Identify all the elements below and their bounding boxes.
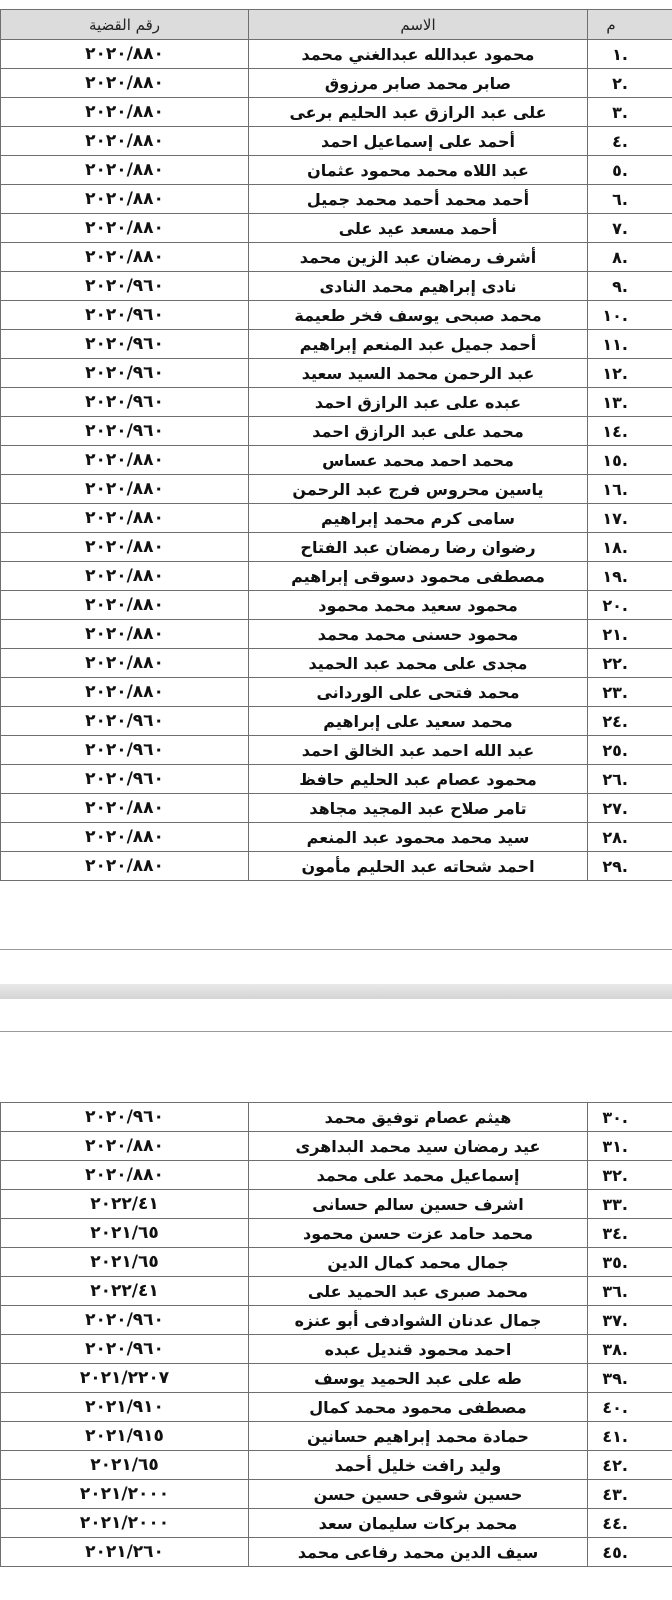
name-cell: عبد اللاه محمد محمود عثمان [249,156,588,185]
row-number-cell: ٤٤. [588,1509,672,1538]
case-number-cell: ٢٠٢٠/٨٨٠ [1,446,249,475]
table-row [1,127,672,156]
case-number-cell: ٢٠٢٠/٨٨٠ [1,852,249,881]
name-cell: عبد الله احمد عبد الخالق احمد [249,736,588,765]
roster-page-bottom [0,1102,672,1567]
table-row [1,533,672,562]
name-cell: حسين شوقى حسين حسن [249,1480,588,1509]
table-row [1,736,672,765]
name-cell: مصطفى محمود دسوقى إبراهيم [249,562,588,591]
name-cell: سامى كرم محمد إبراهيم [249,504,588,533]
row-number-cell: ١٩. [588,562,672,591]
name-cell: أحمد مسعد عيد على [249,214,588,243]
case-number-cell: ٢٠٢١/٦٥ [1,1219,249,1248]
table-row [1,40,672,69]
table-row [1,1248,672,1277]
name-cell: أشرف رمضان عبد الزين محمد [249,243,588,272]
row-number-cell: ٣٨. [588,1335,672,1364]
name-cell: سيد محمد محمود عبد المنعم [249,823,588,852]
row-number-cell: ٣٤. [588,1219,672,1248]
table-header-row [1,10,672,40]
table-row [1,1451,672,1480]
name-cell: إسماعيل محمد على محمد [249,1161,588,1190]
case-number-cell: ٢٠٢١/٢٠٠٠ [1,1509,249,1538]
table-row [1,272,672,301]
case-number-cell: ٢٠٢٢/٤١ [1,1190,249,1219]
case-number-cell: ٢٠٢٠/٨٨٠ [1,185,249,214]
case-number-cell: ٢٠٢٠/٨٨٠ [1,504,249,533]
case-number-cell: ٢٠٢٠/٩٦٠ [1,707,249,736]
case-number-cell: ٢٠٢٠/٩٦٠ [1,301,249,330]
name-cell: محمود سعيد محمد محمود [249,591,588,620]
table-row [1,185,672,214]
table-row [1,1364,672,1393]
row-number-cell: ٢٧. [588,794,672,823]
name-cell: محمد صبحى يوسف فخر طعيمة [249,301,588,330]
row-number-cell: ٧. [588,214,672,243]
row-number-cell: ١٠. [588,301,672,330]
name-cell: محمد على عبد الرازق احمد [249,417,588,446]
case-number-cell: ٢٠٢٠/٩٦٠ [1,765,249,794]
table-row [1,504,672,533]
table-row [1,1538,672,1567]
table-row [1,417,672,446]
name-cell: على عبد الرازق عبد الحليم برعى [249,98,588,127]
name-cell: مصطفى محمود محمد كمال [249,1393,588,1422]
row-number-cell: ٣٢. [588,1161,672,1190]
case-number-cell: ٢٠٢٠/٩٦٠ [1,272,249,301]
row-number-cell: ٤٢. [588,1451,672,1480]
case-number-cell: ٢٠٢١/٦٥ [1,1451,249,1480]
name-cell: محمد بركات سليمان سعد [249,1509,588,1538]
row-number-cell: ٢١. [588,620,672,649]
row-number-cell: ٢٠. [588,591,672,620]
name-cell: محمود حسنى محمد محمد [249,620,588,649]
header-name: الاسم [249,10,588,40]
table-row [1,330,672,359]
table-row [1,446,672,475]
case-number-cell: ٢٠٢١/٩١٠ [1,1393,249,1422]
table-row [1,620,672,649]
roster-page-top [0,9,672,881]
name-cell: جمال عدنان الشوادفى أبو عنزه [249,1306,588,1335]
case-number-cell: ٢٠٢٠/٨٨٠ [1,214,249,243]
row-number-cell: ٢٩. [588,852,672,881]
table-row [1,1422,672,1451]
page-break-line [0,949,672,950]
row-number-cell: ٣٥. [588,1248,672,1277]
case-number-cell: ٢٠٢٢/٤١ [1,1277,249,1306]
name-cell: محمود عصام عبد الحليم حافظ [249,765,588,794]
case-number-cell: ٢٠٢٠/٨٨٠ [1,562,249,591]
row-number-cell: ٤٣. [588,1480,672,1509]
page-break-line [0,1031,672,1032]
name-cell: رضوان رضا رمضان عبد الفتاح [249,533,588,562]
case-number-cell: ٢٠٢١/٢٠٠٠ [1,1480,249,1509]
row-number-cell: ٢٥. [588,736,672,765]
row-number-cell: ٣. [588,98,672,127]
case-number-cell: ٢٠٢١/٢٢٠٧ [1,1364,249,1393]
row-number-cell: ٩. [588,272,672,301]
table-row [1,1277,672,1306]
table-row [1,591,672,620]
name-cell: مجدى على محمد عبد الحميد [249,649,588,678]
case-number-cell: ٢٠٢٠/٩٦٠ [1,1103,249,1132]
name-cell: محمد سعيد على إبراهيم [249,707,588,736]
case-number-cell: ٢٠٢٠/٩٦٠ [1,1306,249,1335]
case-number-cell: ٢٠٢٠/٨٨٠ [1,649,249,678]
table-row [1,1306,672,1335]
roster-table-top [0,9,672,881]
name-cell: جمال محمد كمال الدين [249,1248,588,1277]
name-cell: محمود عبدالله عبدالغني محمد [249,40,588,69]
row-number-cell: ٢٤. [588,707,672,736]
row-number-cell: ٢٨. [588,823,672,852]
name-cell: سيف الدين محمد رفاعى محمد [249,1538,588,1567]
name-cell: احمد محمود قنديل عبده [249,1335,588,1364]
page-break-shadow [0,984,672,999]
table-row [1,1190,672,1219]
case-number-cell: ٢٠٢٠/٨٨٠ [1,620,249,649]
case-number-cell: ٢٠٢١/٩١٥ [1,1422,249,1451]
name-cell: عبد الرحمن محمد السيد سعيد [249,359,588,388]
name-cell: تامر صلاح عبد المجيد مجاهد [249,794,588,823]
table-row [1,475,672,504]
table-row [1,678,672,707]
case-number-cell: ٢٠٢٠/٩٦٠ [1,1335,249,1364]
name-cell: عيد رمضان سيد محمد البداهرى [249,1132,588,1161]
name-cell: اشرف حسين سالم حسانى [249,1190,588,1219]
table-row [1,1161,672,1190]
case-number-cell: ٢٠٢٠/٨٨٠ [1,794,249,823]
table-row [1,69,672,98]
case-number-cell: ٢٠٢١/٦٥ [1,1248,249,1277]
table-row [1,388,672,417]
header-number: م [588,10,672,40]
row-number-cell: ٤٥. [588,1538,672,1567]
row-number-cell: ١١. [588,330,672,359]
case-number-cell: ٢٠٢٠/٨٨٠ [1,69,249,98]
table-row [1,301,672,330]
name-cell: هيثم عصام توفيق محمد [249,1103,588,1132]
table-row [1,765,672,794]
case-number-cell: ٢٠٢٠/٨٨٠ [1,591,249,620]
case-number-cell: ٢٠٢٠/٨٨٠ [1,156,249,185]
row-number-cell: ٦. [588,185,672,214]
name-cell: محمد صبرى عبد الحميد على [249,1277,588,1306]
case-number-cell: ٢٠٢٠/٨٨٠ [1,1161,249,1190]
case-number-cell: ٢٠٢٠/٩٦٠ [1,330,249,359]
row-number-cell: ٣٩. [588,1364,672,1393]
name-cell: محمد فتحى على الوردانى [249,678,588,707]
table-row [1,1219,672,1248]
row-number-cell: ١٦. [588,475,672,504]
row-number-cell: ١٧. [588,504,672,533]
table-row [1,1132,672,1161]
name-cell: نادى إبراهيم محمد النادى [249,272,588,301]
case-number-cell: ٢٠٢٠/٨٨٠ [1,98,249,127]
row-number-cell: ٢٦. [588,765,672,794]
name-cell: أحمد على إسماعيل احمد [249,127,588,156]
row-number-cell: ٤. [588,127,672,156]
name-cell: ياسين محروس فرج عبد الرحمن [249,475,588,504]
name-cell: صابر محمد صابر مرزوق [249,69,588,98]
case-number-cell: ٢٠٢٠/٩٦٠ [1,388,249,417]
row-number-cell: ١٥. [588,446,672,475]
case-number-cell: ٢٠٢٠/٨٨٠ [1,40,249,69]
header-case-number: رقم القضية [1,10,249,40]
row-number-cell: ٨. [588,243,672,272]
table-row [1,1103,672,1132]
row-number-cell: ١. [588,40,672,69]
row-number-cell: ١٢. [588,359,672,388]
row-number-cell: ١٤. [588,417,672,446]
case-number-cell: ٢٠٢١/٢٦٠ [1,1538,249,1567]
row-number-cell: ١٨. [588,533,672,562]
table-row [1,156,672,185]
case-number-cell: ٢٠٢٠/٨٨٠ [1,1132,249,1161]
case-number-cell: ٢٠٢٠/٨٨٠ [1,127,249,156]
row-number-cell: ٣٠. [588,1103,672,1132]
case-number-cell: ٢٠٢٠/٩٦٠ [1,736,249,765]
table-row [1,1509,672,1538]
name-cell: محمد احمد محمد عساس [249,446,588,475]
name-cell: أحمد محمد أحمد محمد جميل [249,185,588,214]
roster-table-bottom [0,1102,672,1567]
row-number-cell: ٤١. [588,1422,672,1451]
case-number-cell: ٢٠٢٠/٨٨٠ [1,678,249,707]
name-cell: احمد شحاته عبد الحليم مأمون [249,852,588,881]
case-number-cell: ٢٠٢٠/٩٦٠ [1,417,249,446]
name-cell: عبده على عبد الرازق احمد [249,388,588,417]
row-number-cell: ٣١. [588,1132,672,1161]
name-cell: حمادة محمد إبراهيم حسانين [249,1422,588,1451]
table-row [1,649,672,678]
row-number-cell: ٢. [588,69,672,98]
table-row [1,214,672,243]
name-cell: طه على عبد الحميد يوسف [249,1364,588,1393]
name-cell: أحمد جميل عبد المنعم إبراهيم [249,330,588,359]
row-number-cell: ٢٢. [588,649,672,678]
table-row [1,794,672,823]
case-number-cell: ٢٠٢٠/٨٨٠ [1,533,249,562]
table-row [1,1480,672,1509]
name-cell: محمد حامد عزت حسن محمود [249,1219,588,1248]
table-row [1,852,672,881]
table-row [1,562,672,591]
table-row [1,1393,672,1422]
table-row [1,98,672,127]
row-number-cell: ٣٣. [588,1190,672,1219]
case-number-cell: ٢٠٢٠/٨٨٠ [1,823,249,852]
table-row [1,823,672,852]
table-row [1,707,672,736]
case-number-cell: ٢٠٢٠/٩٦٠ [1,359,249,388]
row-number-cell: ٤٠. [588,1393,672,1422]
case-number-cell: ٢٠٢٠/٨٨٠ [1,243,249,272]
row-number-cell: ٢٣. [588,678,672,707]
table-row [1,1335,672,1364]
case-number-cell: ٢٠٢٠/٨٨٠ [1,475,249,504]
table-row [1,243,672,272]
row-number-cell: ١٣. [588,388,672,417]
name-cell: وليد رافت خليل أحمد [249,1451,588,1480]
row-number-cell: ٥. [588,156,672,185]
row-number-cell: ٣٧. [588,1306,672,1335]
table-row [1,359,672,388]
row-number-cell: ٣٦. [588,1277,672,1306]
